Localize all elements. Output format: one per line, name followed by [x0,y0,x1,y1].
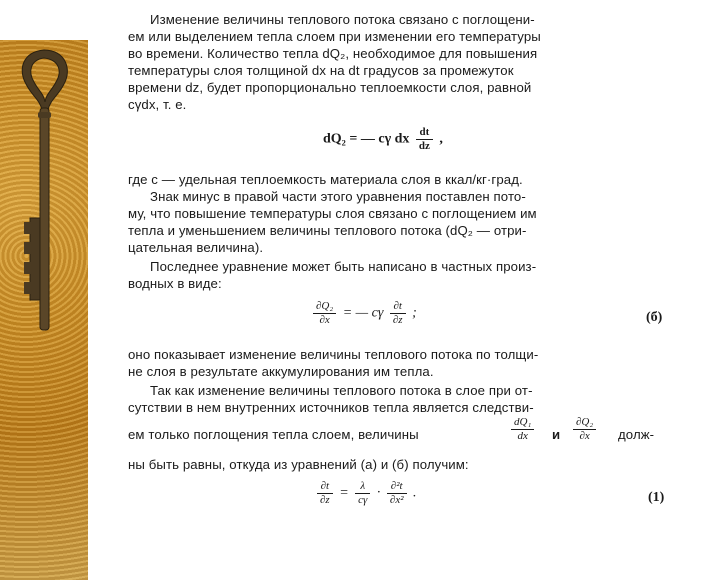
decorative-sidebar [0,0,92,540]
fraction-denominator: ∂z [392,314,403,326]
fraction-denominator: ∂x² [389,494,404,506]
equation-3-tail: . [413,485,417,501]
text-line: ны быть равны, откуда из уравнений (а) и (б) получим: [128,457,469,472]
text-line: тепла и уменьшением величины теплового потока (dQ₂ — отри- [128,223,527,238]
fraction-denominator: dz [418,140,430,152]
equation-2 [310,300,417,327]
equation-2-rhs-fraction [390,300,406,327]
fraction-numerator: ∂Q₂ [313,300,336,314]
text-line: Так как изменение величины теплового потока в слое при от- [150,383,533,398]
equation-1 [323,126,443,153]
text-line: Знак минус в правой части этого уравнения поставлен пото- [150,189,526,204]
fraction-denominator: ∂x [319,314,330,326]
equation-2-tail: ; [412,305,417,321]
text-line: температуры слоя толщиной dx на dt градусов за промежуток [128,63,514,78]
fraction-numerator: ∂t [390,300,406,314]
equation-2-lhs-fraction [313,300,336,327]
text-line: ем или выделением тепла слоем при изменении его температуры [128,29,541,44]
text-line: Последнее уравнение может быть написано в частных произ- [150,259,537,274]
text-line: cγdx, т. е. [128,97,187,112]
document-page [128,0,688,540]
equation-1-lhs: dQ₂ = — cγ dx [323,131,410,147]
text-line: сутствии в нем внутренних источников тепла является следстви- [128,400,534,415]
equation-3 [314,480,417,507]
text-line: не слоя в результате аккумулирования им тепла. [128,364,434,379]
text-line: во времени. Количество тепла dQ₂, необходимое для повышения [128,46,538,61]
fraction-numerator: ∂²t [387,480,407,494]
inline-fraction-1 [508,416,537,443]
inline-fraction-2 [570,416,599,443]
key-icon [0,40,88,340]
equation-1-fraction [416,126,433,153]
text-line: ем только поглощения тепла слоем, величины [128,427,419,442]
fraction-denominator: ∂z [320,494,330,506]
fraction-numerator: ∂t [317,480,333,494]
equation-3-label: (1) [648,490,665,505]
text-line: и [552,427,561,442]
fraction-numerator: dt [416,126,433,140]
equation-1-tail: , [439,131,443,147]
equation-2-middle: = — cγ [342,305,384,321]
equation-3-lambda-fraction [355,480,370,507]
text-line: водных в виде: [128,276,222,291]
fraction-denominator: cγ [358,494,368,506]
text-line: где c — удельная теплоемкость материала слоя в ккал/кг·град. [128,172,523,187]
equation-2-label: (б) [646,310,663,325]
text-line: долж- [618,427,655,442]
text-line: оно показывает изменение величины теплового потока по толщи- [128,347,539,362]
fraction-numerator: λ [355,480,370,494]
text-line: времени dz, будет пропорционально теплоемкости слоя, равной [128,80,532,95]
fraction-numerator: dQ₁ [511,416,534,430]
equation-3-rhs-fraction [387,480,407,507]
equation-3-lhs-fraction [317,480,333,507]
text-line: Изменение величины теплового потока связано с поглощени- [150,12,535,27]
fraction-denominator: ∂x [579,430,590,442]
inline-fraction-dq1 [511,416,534,443]
equation-3-dot: · [376,485,381,501]
equation-3-equals: = [339,485,349,501]
text-line: цательная величина). [128,240,264,255]
fraction-numerator: ∂Q₂ [573,416,596,430]
fraction-denominator: dx [517,430,528,442]
inline-fraction-dq2 [573,416,596,443]
text-line: му, что повышение температуры слоя связано с поглощением им [128,206,537,221]
